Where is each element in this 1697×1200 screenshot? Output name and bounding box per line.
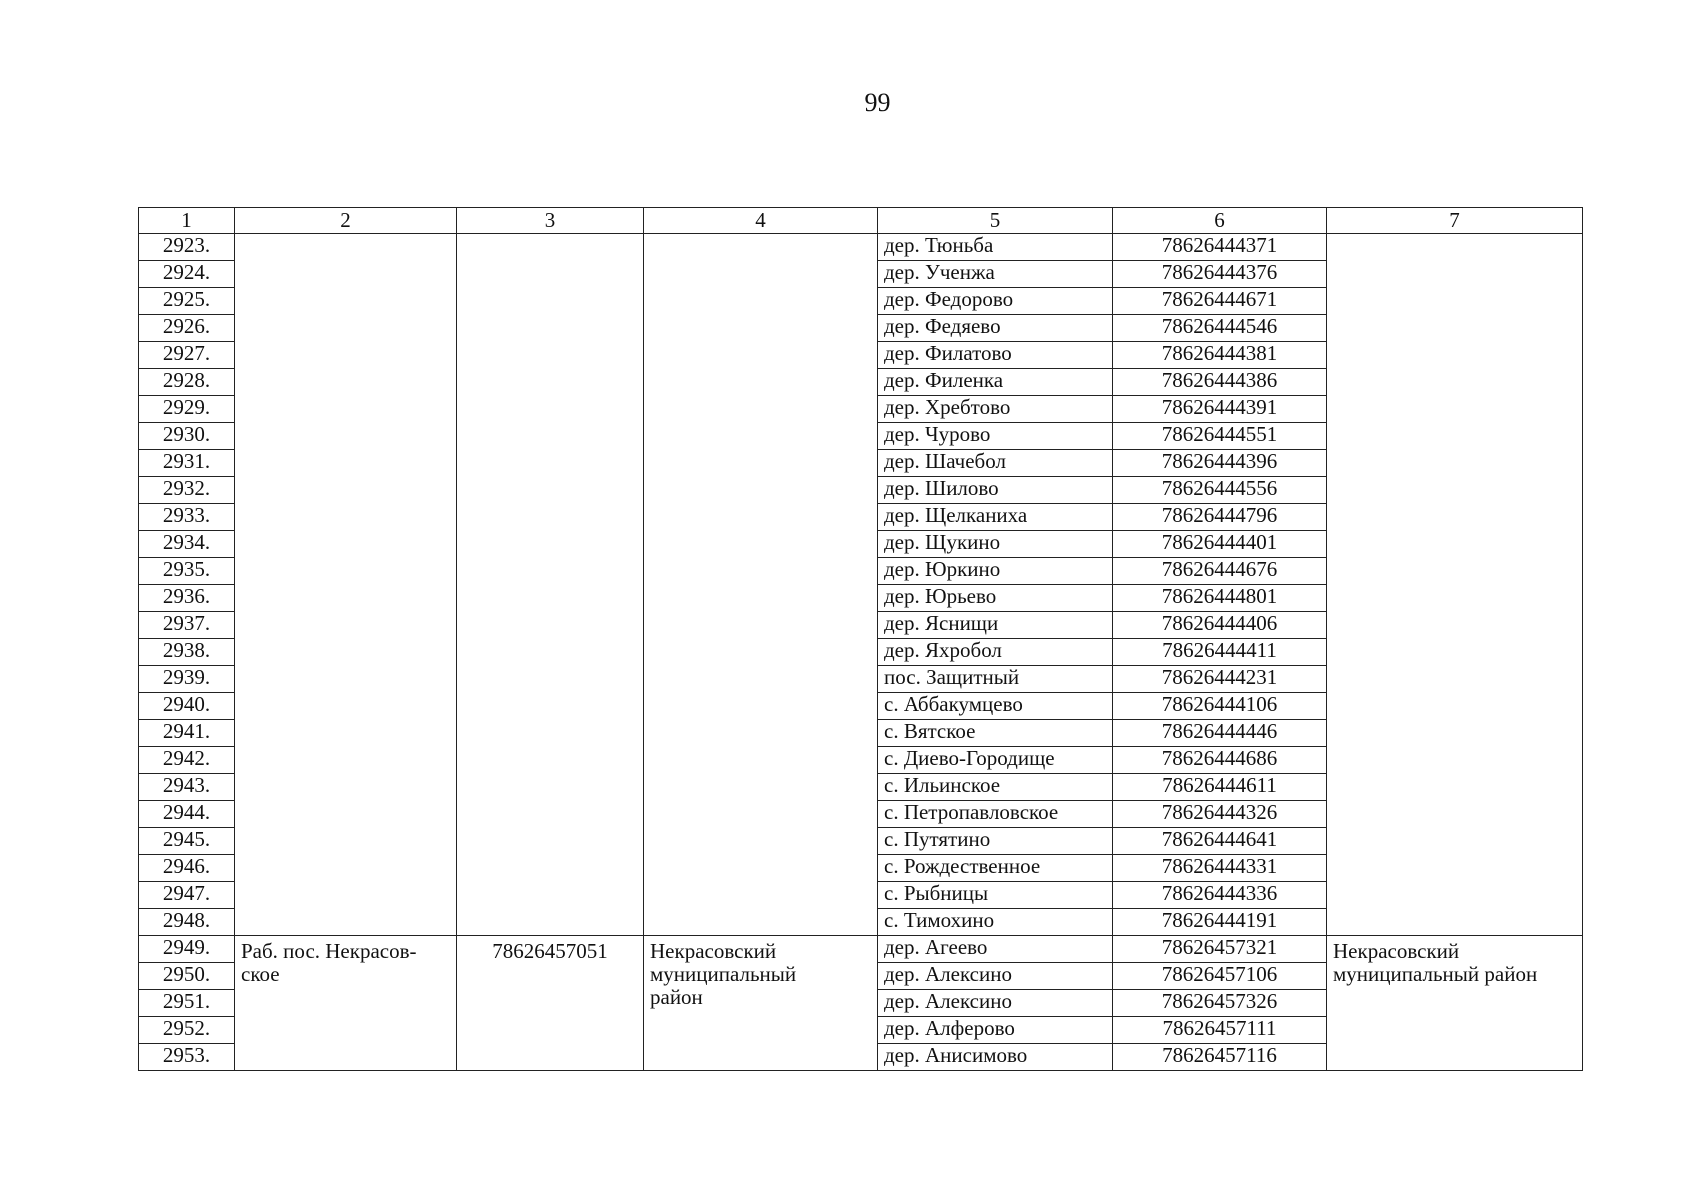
- row-number: 2952.: [139, 1017, 235, 1044]
- locality-name: дер. Щукино: [878, 531, 1113, 558]
- locality-code: 78626444331: [1113, 855, 1327, 882]
- municipality-cell: [1327, 234, 1583, 936]
- row-number: 2951.: [139, 990, 235, 1017]
- locality-code: 78626444796: [1113, 504, 1327, 531]
- locality-name: дер. Щелканиха: [878, 504, 1113, 531]
- row-number: 2935.: [139, 558, 235, 585]
- row-number: 2941.: [139, 720, 235, 747]
- row-number: 2945.: [139, 828, 235, 855]
- locality-name: дер. Чурово: [878, 423, 1113, 450]
- settlements-table: [138, 207, 1583, 1071]
- table-row: [139, 936, 1583, 963]
- row-number: 2950.: [139, 963, 235, 990]
- settlement-cell: [235, 936, 457, 1071]
- row-number: 2938.: [139, 639, 235, 666]
- row-number: 2931.: [139, 450, 235, 477]
- locality-name: с. Диево-Городище: [878, 747, 1113, 774]
- table-body: [139, 234, 1583, 1071]
- locality-name: дер. Алферово: [878, 1017, 1113, 1044]
- locality-code: 78626444446: [1113, 720, 1327, 747]
- row-number: 2923.: [139, 234, 235, 261]
- locality-code: 78626444676: [1113, 558, 1327, 585]
- locality-code: 78626457106: [1113, 963, 1327, 990]
- locality-name: дер. Федяево: [878, 315, 1113, 342]
- locality-name: с. Петропавловское: [878, 801, 1113, 828]
- locality-name: дер. Юрьево: [878, 585, 1113, 612]
- row-number: 2942.: [139, 747, 235, 774]
- locality-name: дер. Ученжа: [878, 261, 1113, 288]
- row-number: 2943.: [139, 774, 235, 801]
- settlement-name-line: Раб. пос. Некрасов-: [241, 939, 417, 963]
- locality-code: 78626444801: [1113, 585, 1327, 612]
- locality-name: с. Аббакумцево: [878, 693, 1113, 720]
- row-number: 2928.: [139, 369, 235, 396]
- row-number: 2929.: [139, 396, 235, 423]
- locality-name: дер. Юркино: [878, 558, 1113, 585]
- municipality-name-line: Некрасовский: [1333, 939, 1460, 963]
- locality-code: 78626457321: [1113, 936, 1327, 963]
- row-number: 2947.: [139, 882, 235, 909]
- locality-name: дер. Яхробол: [878, 639, 1113, 666]
- locality-name: дер. Тюньба: [878, 234, 1113, 261]
- locality-name: с. Рыбницы: [878, 882, 1113, 909]
- locality-name: с. Тимохино: [878, 909, 1113, 936]
- locality-name: с. Путятино: [878, 828, 1113, 855]
- locality-code: 78626444396: [1113, 450, 1327, 477]
- row-number: 2939.: [139, 666, 235, 693]
- locality-name: дер. Агеево: [878, 936, 1113, 963]
- locality-name: пос. Защитный: [878, 666, 1113, 693]
- district-cell: [644, 234, 878, 936]
- locality-code: 78626444391: [1113, 396, 1327, 423]
- row-number: 2927.: [139, 342, 235, 369]
- locality-name: дер. Яснищи: [878, 612, 1113, 639]
- row-number: 2937.: [139, 612, 235, 639]
- settlement-code-cell: 78626457051: [457, 936, 644, 1071]
- header-col-2: 2: [235, 208, 457, 234]
- locality-code: 78626444556: [1113, 477, 1327, 504]
- locality-code: 78626457326: [1113, 990, 1327, 1017]
- locality-code: 78626444371: [1113, 234, 1327, 261]
- row-number: 2944.: [139, 801, 235, 828]
- locality-name: дер. Анисимово: [878, 1044, 1113, 1071]
- header-row: [139, 208, 1583, 234]
- header-col-4: 4: [644, 208, 878, 234]
- header-col-1: 1: [139, 208, 235, 234]
- locality-code: 78626444376: [1113, 261, 1327, 288]
- row-number: 2936.: [139, 585, 235, 612]
- locality-name: с. Рождественное: [878, 855, 1113, 882]
- row-number: 2926.: [139, 315, 235, 342]
- locality-code: 78626444551: [1113, 423, 1327, 450]
- locality-code: 78626444641: [1113, 828, 1327, 855]
- locality-code: 78626444326: [1113, 801, 1327, 828]
- locality-code: 78626444546: [1113, 315, 1327, 342]
- locality-code: 78626444686: [1113, 747, 1327, 774]
- row-number: 2925.: [139, 288, 235, 315]
- row-number: 2953.: [139, 1044, 235, 1071]
- page-number: 99: [864, 88, 891, 117]
- district-name-line: район: [650, 985, 703, 1010]
- locality-code: 78626457116: [1113, 1044, 1327, 1071]
- row-number: 2934.: [139, 531, 235, 558]
- locality-code: 78626444401: [1113, 531, 1327, 558]
- settlement-cell: [235, 234, 457, 936]
- header-col-7: 7: [1327, 208, 1583, 234]
- locality-code: 78626444406: [1113, 612, 1327, 639]
- locality-name: дер. Шилово: [878, 477, 1113, 504]
- district-name-line: Некрасовский: [650, 939, 777, 963]
- municipality-name-line: муниципальный район: [1333, 962, 1538, 987]
- locality-name: дер. Федорово: [878, 288, 1113, 315]
- header-col-3: 3: [457, 208, 644, 234]
- locality-code: 78626444611: [1113, 774, 1327, 801]
- locality-code: 78626444191: [1113, 909, 1327, 936]
- settlement-code-cell: [457, 234, 644, 936]
- locality-name: дер. Филатово: [878, 342, 1113, 369]
- row-number: 2940.: [139, 693, 235, 720]
- locality-name: дер. Алексино: [878, 963, 1113, 990]
- row-number: 2933.: [139, 504, 235, 531]
- row-number: 2948.: [139, 909, 235, 936]
- row-number: 2946.: [139, 855, 235, 882]
- locality-code: 78626457111: [1113, 1017, 1327, 1044]
- locality-code: 78626444336: [1113, 882, 1327, 909]
- settlement-name-line: ское: [241, 962, 280, 987]
- locality-code: 78626444671: [1113, 288, 1327, 315]
- locality-name: с. Вятское: [878, 720, 1113, 747]
- locality-name: дер. Шачебол: [878, 450, 1113, 477]
- locality-name: дер. Филенка: [878, 369, 1113, 396]
- locality-code: 78626444106: [1113, 693, 1327, 720]
- locality-code: 78626444381: [1113, 342, 1327, 369]
- row-number: 2930.: [139, 423, 235, 450]
- locality-code: 78626444231: [1113, 666, 1327, 693]
- row-number: 2949.: [139, 936, 235, 963]
- district-cell: [644, 936, 878, 1071]
- header-col-6: 6: [1113, 208, 1327, 234]
- district-name-line: муниципальный: [650, 962, 797, 987]
- header-col-5: 5: [878, 208, 1113, 234]
- locality-code: 78626444386: [1113, 369, 1327, 396]
- locality-name: дер. Алексино: [878, 990, 1113, 1017]
- locality-name: с. Ильинское: [878, 774, 1113, 801]
- locality-code: 78626444411: [1113, 639, 1327, 666]
- table-row: [139, 234, 1583, 261]
- row-number: 2924.: [139, 261, 235, 288]
- municipality-cell: [1327, 936, 1583, 1071]
- locality-name: дер. Хребтово: [878, 396, 1113, 423]
- row-number: 2932.: [139, 477, 235, 504]
